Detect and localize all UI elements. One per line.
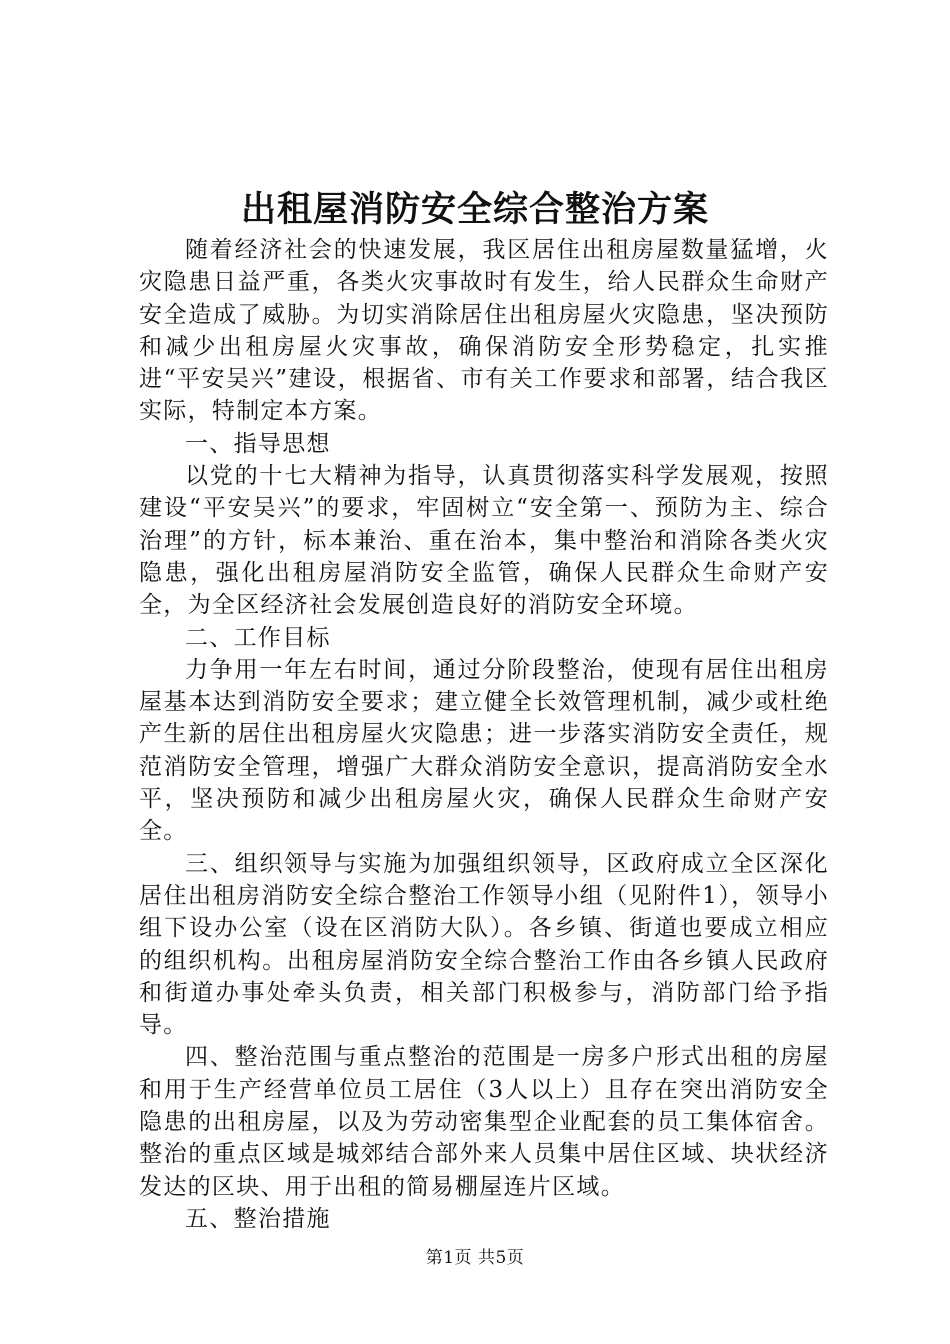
paragraph-scope-focus: 四、整治范围与重点整治的范围是一房多户形式出租的房屋和用于生产经营单位员工居住（3人以上）且存在突出消防安全隐患的出租房屋，以及为劳动密集型企业配套的员工集体宿舍。整治的重点区域是城郊结合部外来人员集中居住区域、块状经济发达的区块、用于出租的简易棚屋连片区域。 [139,1044,829,1200]
paragraph-guiding-ideology: 以党的十七大精神为指导，认真贯彻落实科学发展观，按照建设“平安吴兴”的要求，牢固树立“安全第一、预防为主、综合治理”的方针，标本兼治、重在治本，集中整治和消除各类火灾隐患，强化出租房屋消防安全监管，确保人民群众生命财产安全，为全区经济社会发展创造良好的消防安全环境。 [139,463,829,619]
section-heading-work-goals: 二、工作目标 [185,624,331,651]
page-number-footer: 第1页 共5页 [425,1248,525,1268]
paragraph-intro: 随着经济社会的快速发展，我区居住出租房屋数量猛增，火灾隐患日益严重，各类火灾事故时有发生，给人民群众生命财产安全造成了威胁。为切实消除居住出租房屋火灾隐患，坚决预防和减少出租房屋火灾事故，确保消防安全形势稳定，扎实推进“平安吴兴”建设，根据省、市有关工作要求和部署，结合我区实际，特制定本方案。 [139,237,829,425]
paragraph-organization-leadership: 三、组织领导与实施为加强组织领导，区政府成立全区深化居住出租房消防安全综合整治工作领导小组（见附件1），领导小组下设办公室（设在区消防大队）。各乡镇、街道也要成立相应的组织机构。出租房屋消防安全综合整治工作由各乡镇人民政府和街道办事处牵头负责，相关部门积极参与，消防部门给予指导。 [139,850,829,1039]
section-heading-guiding-ideology: 一、指导思想 [185,430,331,457]
document-body [139,234,829,1235]
section-heading-measures: 五、整治措施 [185,1205,331,1232]
paragraph-work-goals: 力争用一年左右时间，通过分阶段整治，使现有居住出租房屋基本达到消防安全要求；建立健全长效管理机制，减少或杜绝产生新的居住出租房屋火灾隐患；进一步落实消防安全责任，规范消防安全管理，增强广大群众消防安全意识，提高消防安全水平，坚决预防和减少出租房屋火灾，确保人民群众生命财产安全。 [139,656,829,845]
document-title: 出租屋消防安全综合整治方案 [240,189,709,230]
